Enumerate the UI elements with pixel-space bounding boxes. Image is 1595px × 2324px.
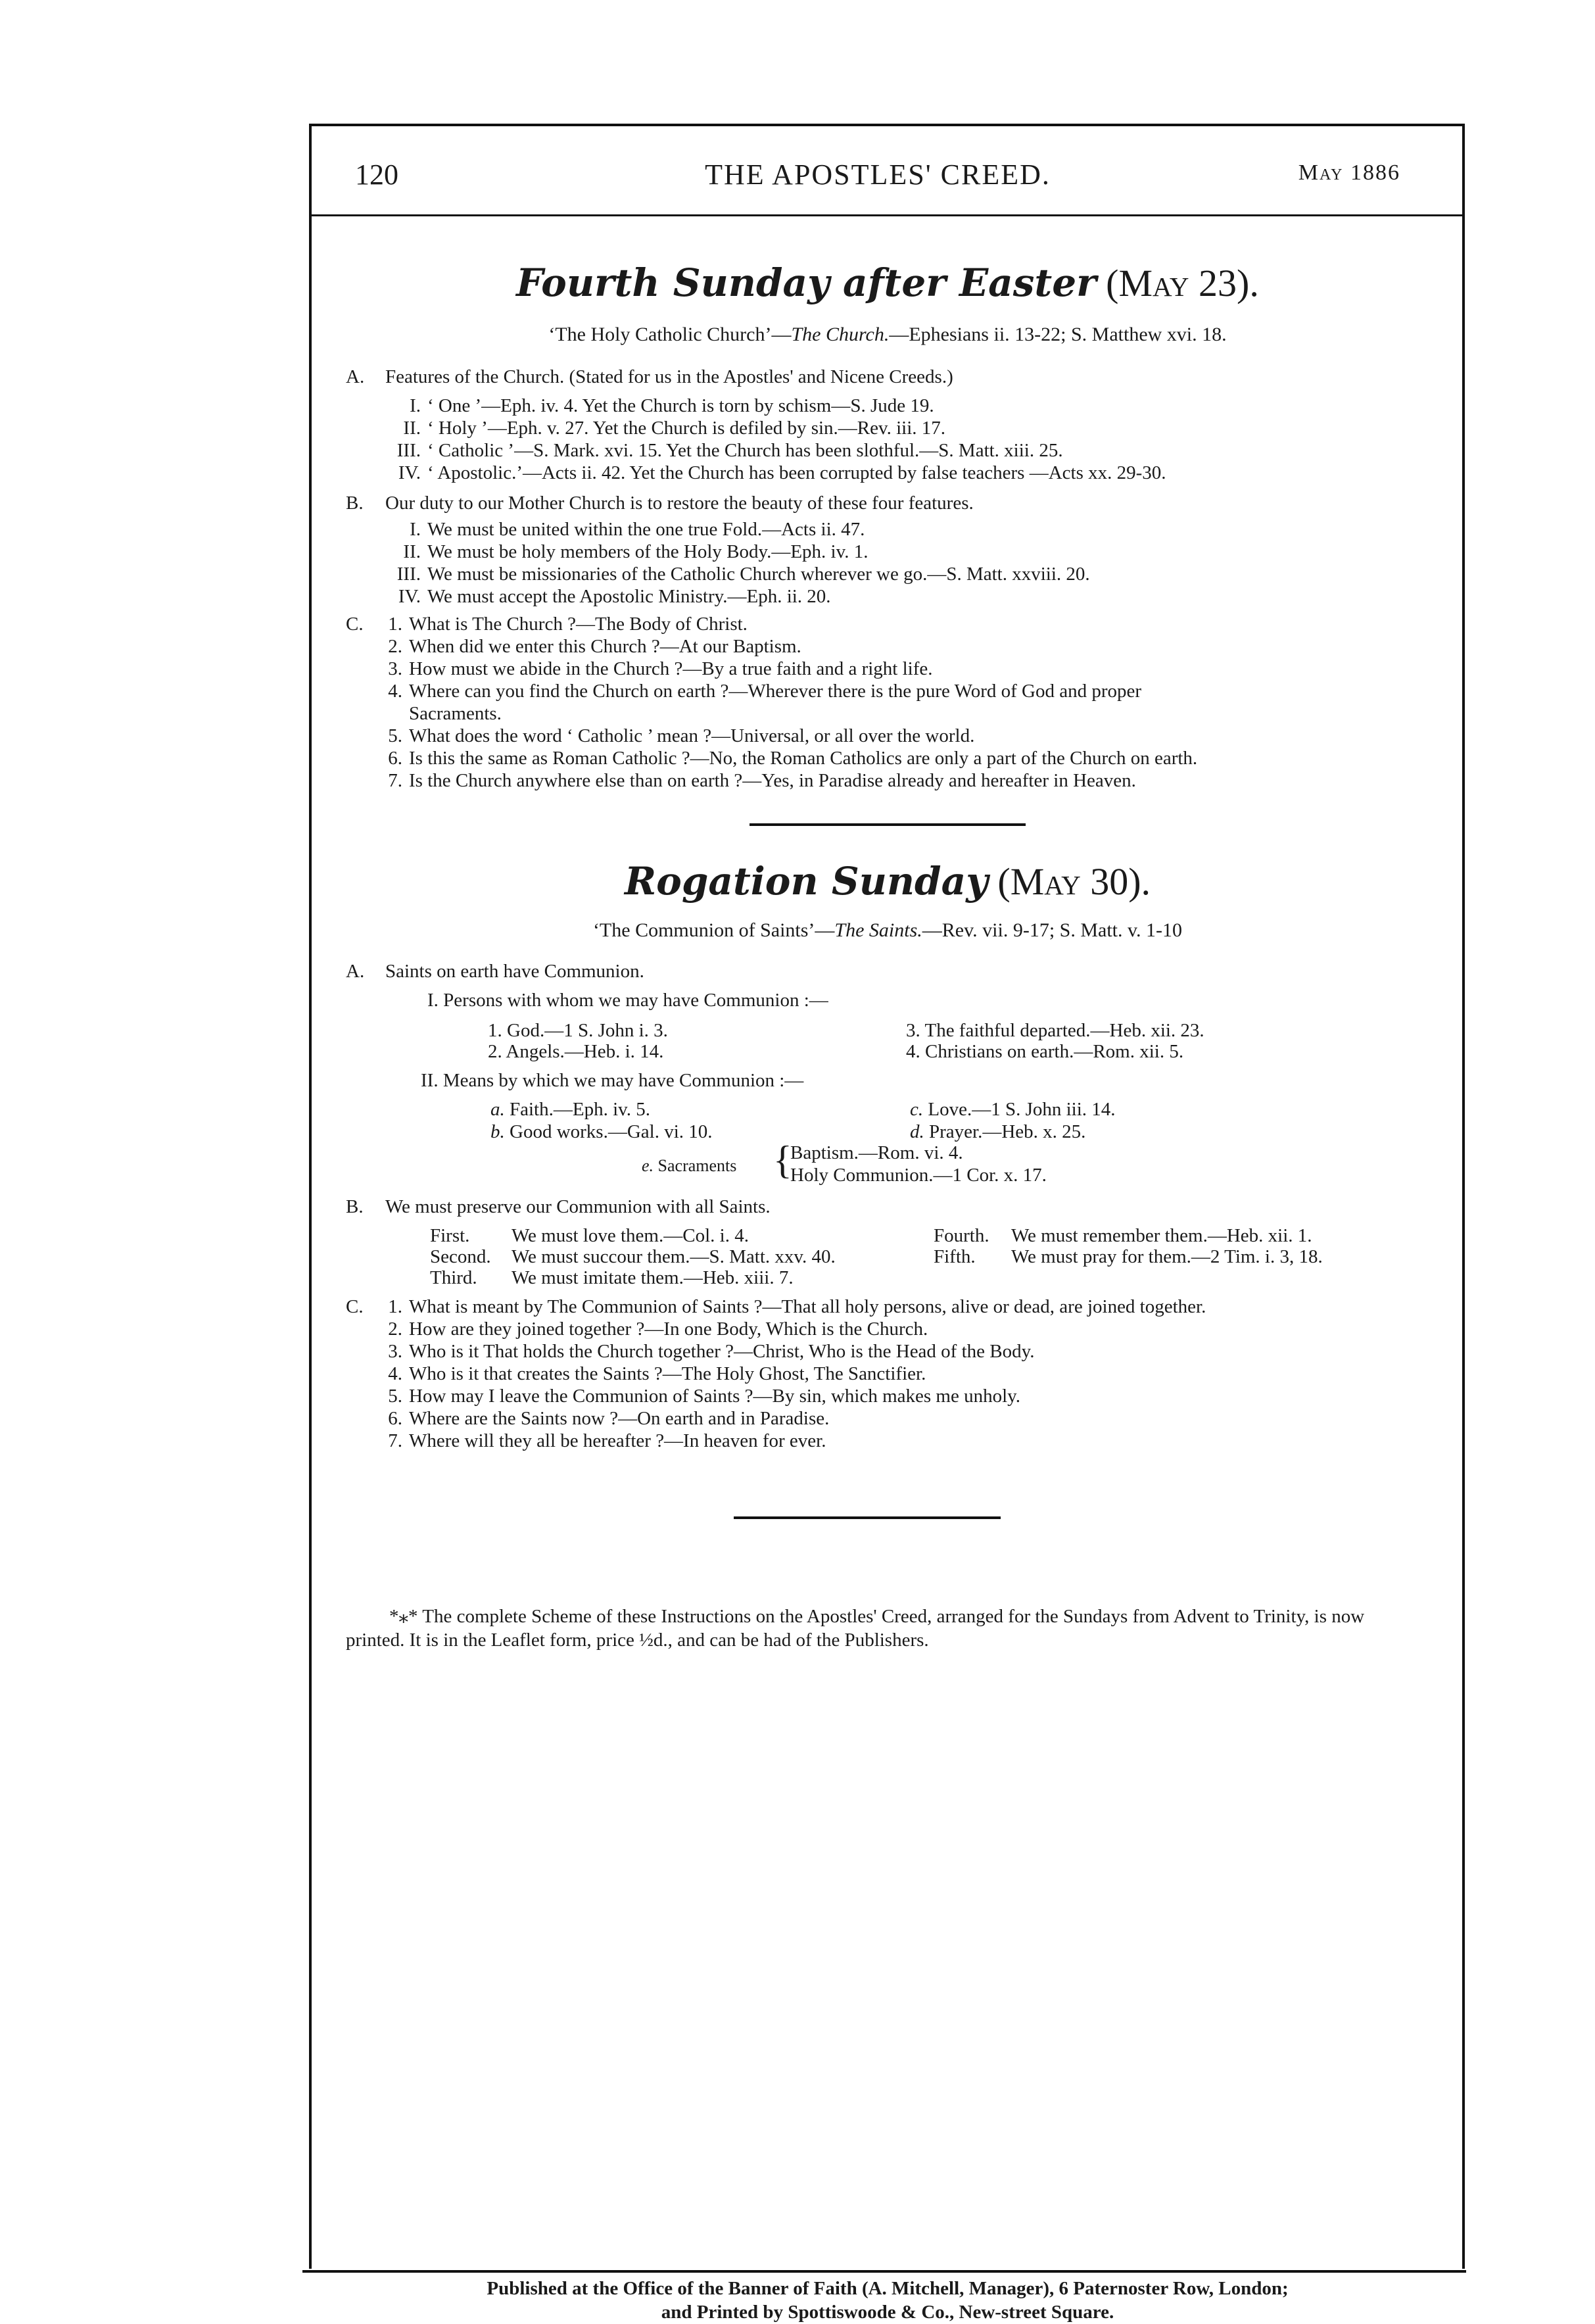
item-ordinal: Fourth. xyxy=(934,1225,989,1246)
item-number: 5. xyxy=(388,1386,402,1407)
item-text: We must pray for them.—2 Tim. i. 3, 18. xyxy=(1011,1246,1323,1267)
item-number: 7. xyxy=(388,1430,402,1451)
item-text: We must love them.—Col. i. 4. xyxy=(512,1225,749,1246)
section-title-fourth-sunday xyxy=(316,260,1460,305)
brace-icon: { xyxy=(773,1138,792,1182)
item-text: ‘ Apostolic.’—Acts ii. 42. Yet the Church has been corrupted by false teachers —Acts xx. 29-30. xyxy=(427,462,1166,483)
list-item xyxy=(368,518,865,541)
item-number: 4. xyxy=(388,681,402,702)
item-number: 6. xyxy=(388,1408,402,1429)
item-number: II. xyxy=(403,418,421,439)
item-text: Faith.—Eph. iv. 5. xyxy=(510,1099,651,1120)
item-number: 7. xyxy=(388,770,402,791)
subheading-means: II. Means by which we may have Communion :— xyxy=(421,1070,804,1091)
item-ordinal: Fifth. xyxy=(934,1246,976,1267)
item-text: Good works.—Gal. vi. 10. xyxy=(510,1121,713,1142)
heading-c-label xyxy=(346,1295,364,1318)
item-letter: d. xyxy=(910,1121,924,1142)
item-text: Is this the same as Roman Catholic ?—No, the Roman Catholics are only a part of the Church on earth. xyxy=(409,748,1198,769)
item-text: How may I leave the Communion of Saints ?—By sin, which makes me unholy. xyxy=(409,1386,1021,1407)
footnote-text: The complete Scheme of these Instructions on the Apostles' Creed, arranged for the Sundays from Advent to Trinity, is now printed. It is in the Leaflet form, price ½d., and can be had of the Publishers. xyxy=(346,1606,1365,1651)
section-title-rogation-sunday xyxy=(316,859,1460,904)
item-number: 6. xyxy=(388,748,402,769)
heading-label: C. xyxy=(346,1296,364,1317)
section-divider xyxy=(750,823,1026,826)
heading-label: B. xyxy=(346,493,364,514)
list-item xyxy=(368,769,1136,792)
section-subtitle xyxy=(316,919,1460,942)
list-item xyxy=(368,635,801,658)
item-text: ‘ One ’—Eph. iv. 4. Yet the Church is torn by schism—S. Jude 19. xyxy=(427,395,934,416)
subtitle-italic: The Church. xyxy=(791,324,890,345)
list-item xyxy=(430,1246,836,1268)
subtitle-text: ‘The Holy Catholic Church’— xyxy=(548,324,792,345)
heading-a xyxy=(346,960,644,982)
list-item: 2. Angels.—Heb. i. 14. xyxy=(488,1041,664,1062)
list-item xyxy=(368,541,868,563)
list-item xyxy=(368,613,748,635)
item-number: 3. xyxy=(388,658,402,679)
item-ordinal: Second. xyxy=(430,1246,491,1267)
item-text: Where are the Saints now ?—On earth and in Paradise. xyxy=(409,1408,830,1429)
list-item xyxy=(368,439,1063,462)
item-number: 4. xyxy=(388,1363,402,1384)
item-text: Who is it that creates the Saints ?—The Holy Ghost, The Sanctifier. xyxy=(409,1363,926,1384)
subtitle-reference: —Ephesians ii. 13-22; S. Matthew xvi. 18. xyxy=(889,324,1227,345)
list-item xyxy=(430,1267,794,1289)
list-item xyxy=(934,1224,1312,1247)
list-item xyxy=(368,725,974,747)
sacraments-label xyxy=(642,1155,736,1177)
list-item xyxy=(490,1121,713,1143)
list-item: 4. Christians on earth.—Rom. xii. 5. xyxy=(906,1041,1184,1062)
list-item xyxy=(368,680,1141,702)
list-item: Baptism.—Rom. vi. 4. xyxy=(790,1142,963,1163)
list-item xyxy=(368,1385,1020,1407)
item-letter: a. xyxy=(490,1099,505,1120)
section-subtitle xyxy=(316,324,1460,346)
item-text: Love.—1 S. John iii. 14. xyxy=(928,1099,1116,1120)
item-text: Where will they all be hereafter ?—In heaven for ever. xyxy=(409,1430,826,1451)
issue-date: May 1886 xyxy=(1298,160,1400,185)
list-item: 3. The faithful departed.—Heb. xii. 23. xyxy=(906,1020,1204,1041)
heading-label: A. xyxy=(346,366,365,387)
list-item xyxy=(368,462,1166,484)
heading-text: Features of the Church. (Stated for us in the Apostles' and Nicene Creeds.) xyxy=(385,366,953,387)
section-title-date: (May 23). xyxy=(1106,262,1259,304)
heading-c-label xyxy=(346,613,364,635)
list-item xyxy=(368,1430,826,1452)
item-number: III. xyxy=(396,564,421,585)
item-text: We must be holy members of the Holy Body.—Eph. iv. 1. xyxy=(427,541,869,562)
list-item xyxy=(430,1224,749,1247)
item-text: We must accept the Apostolic Ministry.—Eph. ii. 20. xyxy=(427,586,831,607)
item-text: Where can you find the Church on earth ?—Wherever there is the pure Word of God and proper xyxy=(409,681,1142,702)
page-frame-bottom-rule xyxy=(302,2270,1466,2273)
item-text: Prayer.—Heb. x. 25. xyxy=(929,1121,1086,1142)
list-item xyxy=(910,1098,1116,1121)
item-text: How are they joined together ?—In one Body, Which is the Church. xyxy=(409,1319,928,1340)
heading-b xyxy=(346,492,974,514)
section-title-date: (May 30). xyxy=(997,860,1151,903)
subtitle-text: ‘The Communion of Saints’— xyxy=(592,919,835,941)
header-rule xyxy=(312,214,1462,216)
item-number: 1. xyxy=(388,614,402,635)
section-title-text: Fourth Sunday after Easter xyxy=(516,260,1097,305)
item-text: What does the word ‘ Catholic ’ mean ?—Universal, or all over the world. xyxy=(409,725,975,746)
heading-label: B. xyxy=(346,1196,364,1217)
item-letter: b. xyxy=(490,1121,505,1142)
item-letter: c. xyxy=(910,1099,924,1120)
subtitle-italic: The Saints. xyxy=(834,919,922,941)
item-text: ‘ Catholic ’—S. Mark. xvi. 15. Yet the Church has been slothful.—S. Matt. xiii. 25. xyxy=(427,440,1063,461)
imprint-line: Published at the Office of the Banner of Faith (A. Mitchell, Manager), 6 Paternoster Row, London; xyxy=(487,2278,1289,2299)
list-item xyxy=(490,1098,650,1121)
item-text: We must be missionaries of the Catholic Church wherever we go.—S. Matt. xxviii. 20. xyxy=(427,564,1090,585)
list-item xyxy=(368,1295,1206,1318)
item-text: How must we abide in the Church ?—By a true faith and a right life. xyxy=(409,658,933,679)
list-item xyxy=(368,395,934,417)
item-text: Sacraments xyxy=(657,1156,737,1175)
item-letter: e. xyxy=(642,1156,654,1175)
item-number: I. xyxy=(410,395,421,416)
imprint-line: and Printed by Spottiswoode & Co., New-street Square. xyxy=(661,2302,1114,2323)
list-item xyxy=(368,563,1090,585)
list-item xyxy=(368,1407,829,1430)
list-item xyxy=(368,1363,926,1385)
item-number: 2. xyxy=(388,1319,402,1340)
item-number: II. xyxy=(403,541,421,562)
item-number: 1. xyxy=(388,1296,402,1317)
item-text: What is meant by The Communion of Saints ?—That all holy persons, alive or dead, are joined together. xyxy=(409,1296,1206,1317)
list-item xyxy=(368,417,945,439)
item-ordinal: First. xyxy=(430,1225,470,1246)
heading-text: We must preserve our Communion with all Saints. xyxy=(385,1196,771,1217)
item-text: We must be united within the one true Fold.—Acts ii. 47. xyxy=(427,519,865,540)
list-item xyxy=(910,1121,1085,1143)
item-number: III. xyxy=(396,440,421,461)
heading-text: Our duty to our Mother Church is to restore the beauty of these four features. xyxy=(385,493,974,514)
list-item xyxy=(368,702,502,725)
section-divider xyxy=(734,1516,1001,1519)
page-number: 120 xyxy=(355,158,398,191)
list-item: Holy Communion.—1 Cor. x. 17. xyxy=(790,1165,1047,1186)
item-text: Sacraments. xyxy=(409,703,502,724)
running-header xyxy=(355,158,1400,197)
item-text: Is the Church anywhere else than on earth ?—Yes, in Paradise already and hereafter in Heaven. xyxy=(409,770,1136,791)
heading-label: A. xyxy=(346,961,365,982)
running-title: THE APOSTLES' CREED. xyxy=(705,158,1051,191)
item-text: ‘ Holy ’—Eph. v. 27. Yet the Church is defiled by sin.—Rev. iii. 17. xyxy=(427,418,946,439)
heading-b xyxy=(346,1196,771,1218)
item-number: 3. xyxy=(388,1341,402,1362)
footnote-marker: *⁎* xyxy=(389,1606,418,1627)
item-text: What is The Church ?—The Body of Christ. xyxy=(409,614,748,635)
item-number: IV. xyxy=(398,586,421,607)
section-title-text: Rogation Sunday xyxy=(624,859,988,904)
item-number: 5. xyxy=(388,725,402,746)
item-text: We must imitate them.—Heb. xiii. 7. xyxy=(512,1267,794,1288)
list-item: 1. God.—1 S. John i. 3. xyxy=(488,1020,668,1041)
item-number: 2. xyxy=(388,636,402,657)
heading-label: C. xyxy=(346,614,364,635)
list-item xyxy=(934,1246,1323,1268)
footnote xyxy=(346,1605,1417,1652)
list-item xyxy=(368,1340,1034,1363)
list-item xyxy=(368,747,1197,769)
list-item xyxy=(368,585,831,608)
item-ordinal: Third. xyxy=(430,1267,477,1288)
item-text: We must remember them.—Heb. xii. 1. xyxy=(1011,1225,1312,1246)
publisher-imprint xyxy=(316,2277,1460,2324)
heading-text: Saints on earth have Communion. xyxy=(385,961,644,982)
item-text: When did we enter this Church ?—At our Baptism. xyxy=(409,636,801,657)
subtitle-reference: —Rev. vii. 9-17; S. Matt. v. 1-10 xyxy=(922,919,1183,941)
item-number: I. xyxy=(410,519,421,540)
list-item xyxy=(368,658,932,680)
list-item xyxy=(368,1318,928,1340)
item-text: We must succour them.—S. Matt. xxv. 40. xyxy=(512,1246,836,1267)
heading-a xyxy=(346,366,953,388)
item-text: Who is it That holds the Church together ?—Christ, Who is the Head of the Body. xyxy=(409,1341,1035,1362)
subheading-persons: I. Persons with whom we may have Communion :— xyxy=(427,990,828,1011)
item-number: IV. xyxy=(398,462,421,483)
